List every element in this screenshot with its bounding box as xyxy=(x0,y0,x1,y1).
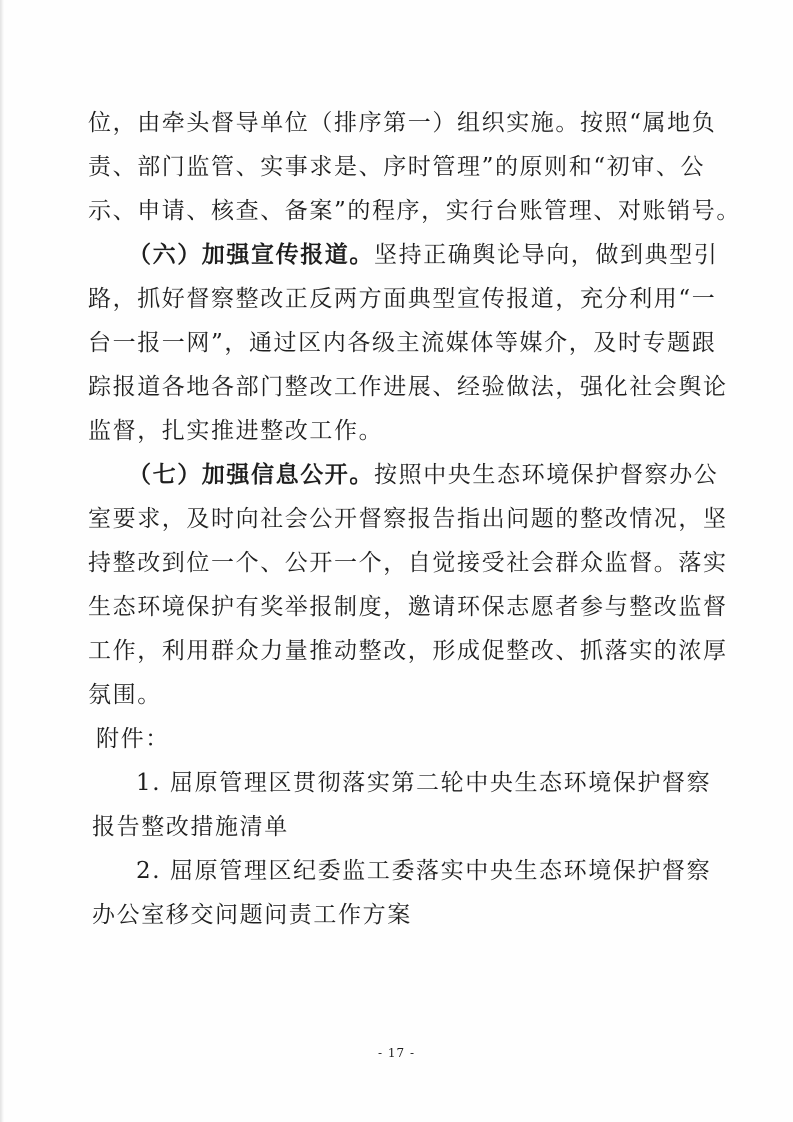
attachment-item-2-cont: 办公室移交问题问责工作方案 xyxy=(92,902,412,928)
attachment-item-1: 1. 屈原管理区贯彻落实第二轮中央生态环境保护督察 xyxy=(136,770,712,796)
paragraph-line: 台一报一网”，通过区内各级主流媒体等媒介，及时专题跟 xyxy=(88,330,717,356)
section-heading-6: （六）加强宣传报道。 xyxy=(128,241,374,268)
paragraph-line: 路，抓好督察整改正反两方面典型宣传报道，充分利用“一 xyxy=(88,286,717,312)
paragraph-line: 生态环境保护有奖举报制度，邀请环保志愿者参与整改监督 xyxy=(88,594,728,620)
paragraph-line: 监督，扎实推进整改工作。 xyxy=(88,418,384,444)
paragraph-line xyxy=(128,460,718,490)
paragraph-text: 坚持正确舆论导向，做到典型引 xyxy=(374,242,719,268)
paragraph-line: 责、部门监管、实事求是、序时管理”的原则和“初审、公 xyxy=(88,154,706,180)
paragraph-line: 踪报道各地各部门整改工作进展、经验做法，强化社会舆论 xyxy=(88,374,728,400)
scan-edge-shadow xyxy=(0,0,4,1122)
attachment-item-1-cont: 报告整改措施清单 xyxy=(92,814,289,840)
paragraph-line: 工作，利用群众力量推动整改，形成促整改、抓落实的浓厚 xyxy=(88,638,728,664)
paragraph-line: 示、申请、核查、备案”的程序，实行台账管理、对账销号。 xyxy=(88,198,741,224)
page-number: - 17 - xyxy=(377,1046,415,1060)
section-heading-7: （七）加强信息公开。 xyxy=(128,461,374,488)
paragraph-text: 按照中央生态环境保护督察办公 xyxy=(374,462,719,488)
paragraph-line xyxy=(128,240,718,270)
attachments-label: 附件： xyxy=(96,726,170,752)
attachment-item-2: 2. 屈原管理区纪委监工委落实中央生态环境保护督察 xyxy=(136,858,712,884)
paragraph-line: 持整改到位一个、公开一个，自觉接受社会群众监督。落实 xyxy=(88,550,728,576)
paragraph-line: 氛围。 xyxy=(88,682,162,708)
paragraph-line: 室要求，及时向社会公开督察报告指出问题的整改情况，坚 xyxy=(88,506,728,532)
paragraph-line: 位，由牵头督导单位（排序第一）组织实施。按照“属地负 xyxy=(88,110,717,136)
